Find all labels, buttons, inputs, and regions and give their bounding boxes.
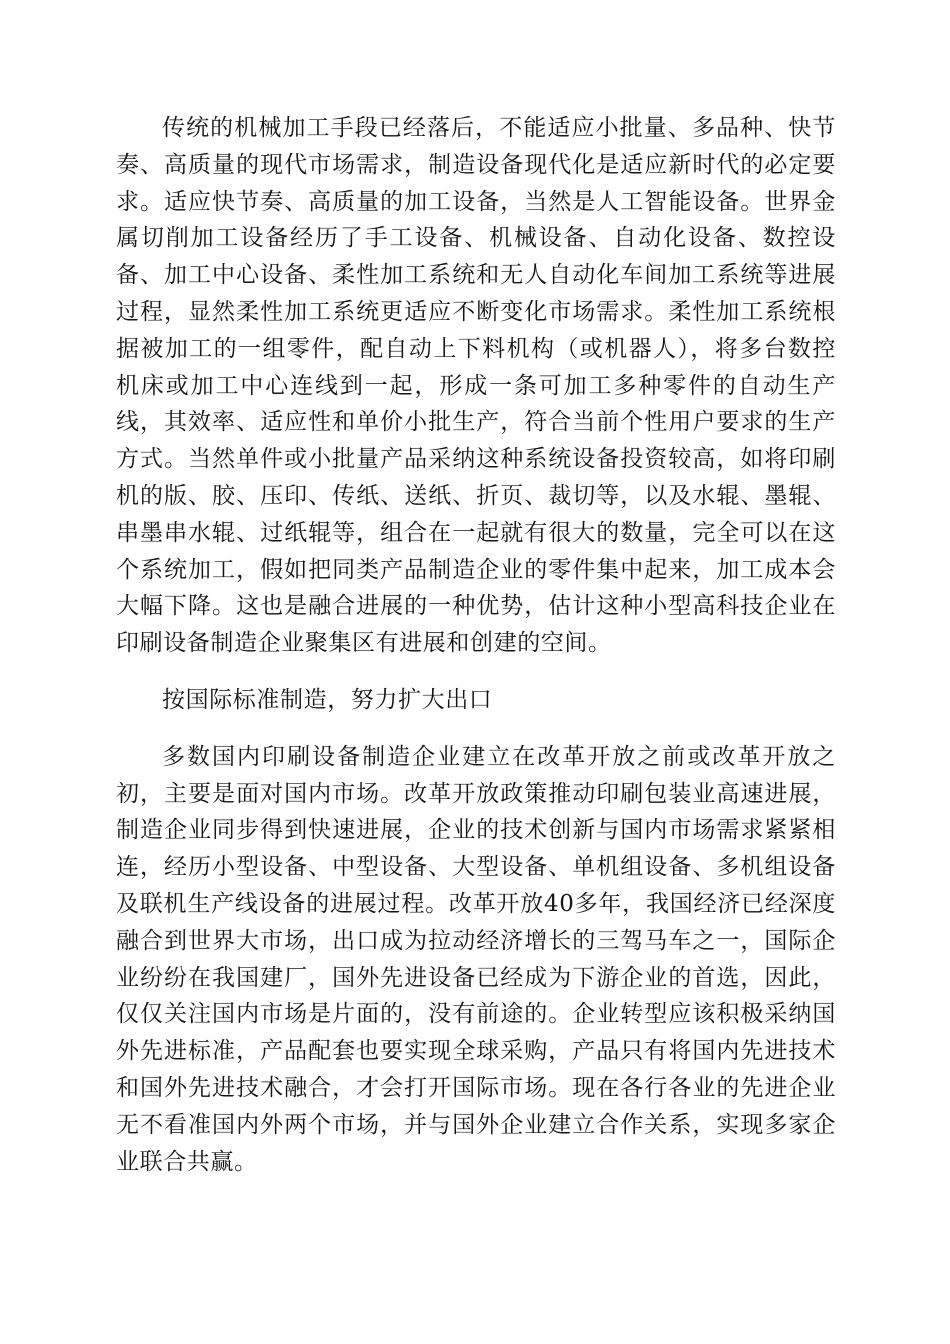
paragraph-flexible-manufacturing: 传统的机械加工手段已经落后，不能适应小批量、多品种、快节奏、高质量的现代市场需求，制造设备现代化是适应新时代的必定要求。适应快节奏、高质量的加工设备，当然是人工智能设备。世界金属切削加工设备经历了手工设备、机械设备、自动化设备、数控设备、加工中心设备、柔性加工系统和无人自动化车间加工系统等进展过程，显然柔性加工系统更适应不断变化市场需求。柔性加工系统根据被加工的一组零件，配自动上下料机构（或机器人），将多台数控机床或加工中心连线到一起，形成一条可加工多种零件的自动生产线，其效率、适应性和单价小批生产，符合当前个性用户要求的生产方式。当然单件或小批量产品采纳这种系统设备投资较高，如将印刷机的版、胶、压印、传纸、送纸、折页、裁切等，以及水辊、墨辊、串墨串水辊、过纸辊等，组合在一起就有很大的数量，完全可以在这个系统加工，假如把同类产品制造企业的零件集中起来，加工成本会大幅下降。这也是融合进展的一种优势，估计这种小型高科技企业在印刷设备制造企业聚集区有进展和创建的空间。	[116, 115, 836, 657]
paragraph-international-standards: 多数国内印刷设备制造企业建立在改革开放之前或改革开放之初，主要是面对国内市场。改革开放政策推动印刷包装业高速进展，制造企业同步得到快速进展，企业的技术创新与国内市场需求紧紧相连，经历小型设备、中型设备、大型设备、单机组设备、多机组设备及联机生产线设备的进展过程。改革开放40多年，我国经济已经深度融合到世界大市场，出口成为拉动经济增长的三驾马车之一，国际企业纷纷在我国建厂，国外先进设备已经成为下游企业的首选，因此，仅仅关注国内市场是片面的，没有前途的。企业转型应该积极采纳国外先进标准，产品配套也要实现全球采购，产品只有将国内先进技术和国外先进技术融合，才会打开国际市场。现在各行各业的先进企业无不看准国内外两个市场，并与国外企业建立合作关系，实现多家企业联合共赢。	[116, 743, 836, 1175]
section-heading-export: 按国际标准制造，努力扩大出口	[162, 686, 493, 713]
document-body	[116, 110, 836, 1200]
